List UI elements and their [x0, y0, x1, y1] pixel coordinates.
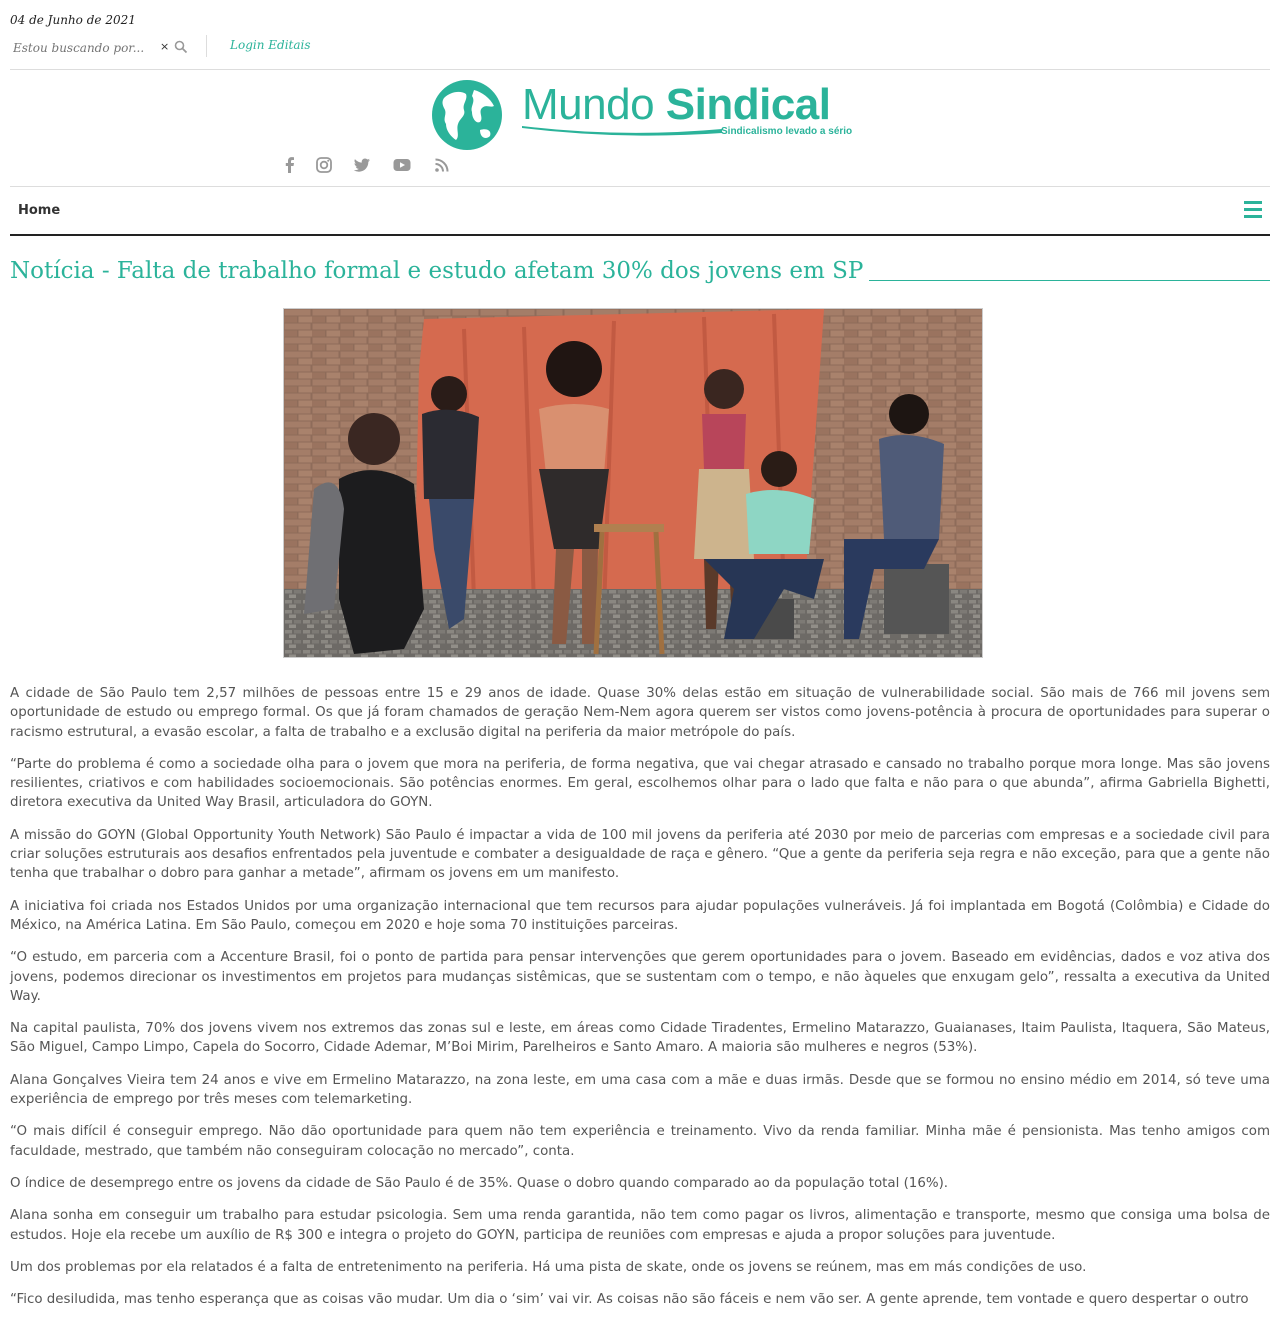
instagram-icon[interactable]: [314, 155, 334, 175]
clear-search-button[interactable]: ×: [160, 40, 170, 53]
brand-tagline: Sindicalismo levado a sério: [721, 126, 853, 137]
article-paragraph: Alana sonha em conseguir um trabalho para estudar psicologia. Sem uma renda garantida, não tem como pagar os livros, alimentação e transporte, mesmo que consiga uma bolsa de estudos. Hoje ela recebe um auxílio de R$ 300 e integra o projeto do GOYN, participa de reuniões com empresas e ajuda a propor soluções para juventude.: [10, 1208, 1270, 1243]
login-editais-link[interactable]: Login Editais: [230, 38, 311, 52]
article-paragraph: A iniciativa foi criada nos Estados Unidos por uma organização internacional que tem recursos para ajudar populações vulneráveis. Já foi implantada em Bogotá (Colômbia) e Cidade do México, na América Latina. Em São Paulo, começou em 2020 e hoje soma 70 instituições parceiras.: [10, 898, 1270, 933]
twitter-icon[interactable]: [352, 155, 372, 175]
brand-name: Mundo Sindical: [522, 80, 831, 129]
youtube-icon[interactable]: [392, 155, 412, 175]
brand-swoosh: [522, 124, 722, 136]
nav-home-link[interactable]: Home: [18, 203, 61, 218]
article-paragraph: “Parte do problema é como a sociedade olha para o jovem que mora na periferia, de forma negativa, que vai chegar atrasado e cansado no trabalho porque mora longe. Mas são jovens resilientes, criativos e com habilidades socioemocionais. São potências enormes. Em geral, escolhemos olhar para o lado que falta e não para o que abunda”, afirma Gabriella Bighetti, diretora executiva da United Way Brasil, articuladora do GOYN.: [10, 756, 1270, 811]
facebook-icon[interactable]: [280, 155, 300, 175]
article-paragraph: Um dos problemas por ela relatados é a falta de entretenimento na periferia. Há uma pista de skate, onde os jovens se reúnem, mas em más condições de uso.: [10, 1259, 1087, 1275]
globe-icon: [430, 78, 504, 152]
main-navigation: [10, 186, 1270, 236]
article-title: Notícia - Falta de trabalho formal e estudo afetam 30% dos jovens em SP: [10, 258, 869, 284]
article-photo: [283, 308, 983, 658]
article-paragraph: Na capital paulista, 70% dos jovens vivem nos extremos das zonas sul e leste, em áreas como Cidade Tiradentes, Ermelino Matarazzo, Guaianases, Itaim Paulista, Itaquera, São Mateus, São Miguel, Campo Limpo, Capela do Socorro, Cidade Ademar, M’Boi Mirim, Parelheiros e Santo Amaro. A maioria são mulheres e negros (53%).: [10, 1021, 1270, 1056]
rss-icon[interactable]: [432, 155, 452, 175]
site-logo[interactable]: [430, 78, 860, 154]
article-body: [10, 684, 1270, 1322]
article-paragraph: “O mais difícil é conseguir emprego. Não dão oportunidade para quem não tem experiência e treinamento. Vivo da renda familiar. Minha mãe é pensionista. Mas tenho amigos com faculdade, mestrado, que também não conseguiram colocação no mercado”, conta.: [10, 1124, 1270, 1159]
hamburger-menu-icon[interactable]: [1244, 201, 1262, 219]
article-paragraph: O índice de desemprego entre os jovens da cidade de São Paulo é de 35%. Quase o dobro quando comparado ao da população total (16%).: [10, 1175, 949, 1191]
article-paragraph: A cidade de São Paulo tem 2,57 milhões de pessoas entre 15 e 29 anos de idade. Quase 30% delas estão em situação de vulnerabilidade social. São mais de 766 mil jovens sem oportunidade de estudo ou emprego formal. Os que já foram chamados de geração Nem-Nem agora querem ser vistos como jovens-potência à procura de oportunidades para superar o racismo estrutural, a evasão escolar, a falta de trabalho e a exclusão digital na periferia da maior metrópole do país.: [10, 686, 1270, 740]
group-photo-illustration: [284, 309, 983, 658]
article-header: [10, 258, 1270, 290]
article-paragraph: “Fico desiludida, mas tenho esperança que as coisas vão mudar. Um dia o ‘sim’ vai vir. As coisas não são fáceis e nem vão ser. A gente aprende, tem vontade e quero despertar o outro: [10, 1292, 1249, 1308]
article-paragraph: A missão do GOYN (Global Opportunity Youth Network) São Paulo é impactar a vida de 100 mil jovens da periferia até 2030 por meio de parcerias com empresas e a sociedade civil para criar soluções estruturais aos desafios enfrentados pela juventude e combater a desigualdade de raça e gênero. “Que a gente da periferia seja regra e não exceção, para que a gente não tenha que trabalhar o dobro para ganhar a metade”, afirmam os jovens em um manifesto.: [10, 827, 1270, 882]
article-paragraph: “O estudo, em parceria com a Accenture Brasil, foi o ponto de partida para pensar intervenções que gerem oportunidades para o jovem. Baseado em evidências, dados e voz ativa dos jovens, podemos direcionar os investimentos em projetos para mudanças sistêmicas, que se sustentam com o tempo, e não àqueles que enxugam gelo”, ressalta a executiva da United Way.: [10, 950, 1270, 1004]
search-input[interactable]: [10, 38, 153, 58]
search-box: [10, 37, 195, 57]
top-bar: [10, 0, 1270, 70]
article-paragraph: Alana Gonçalves Vieira tem 24 anos e vive em Ermelino Matarazzo, na zona leste, em uma casa com a mãe e duas irmãs. Desde que se formou no ensino médio em 2014, só teve uma experiência de emprego por três meses com telemarketing.: [10, 1072, 1270, 1108]
divider: [206, 35, 207, 57]
search-icon[interactable]: [174, 40, 188, 54]
current-date: 04 de Junho de 2021: [10, 13, 136, 27]
